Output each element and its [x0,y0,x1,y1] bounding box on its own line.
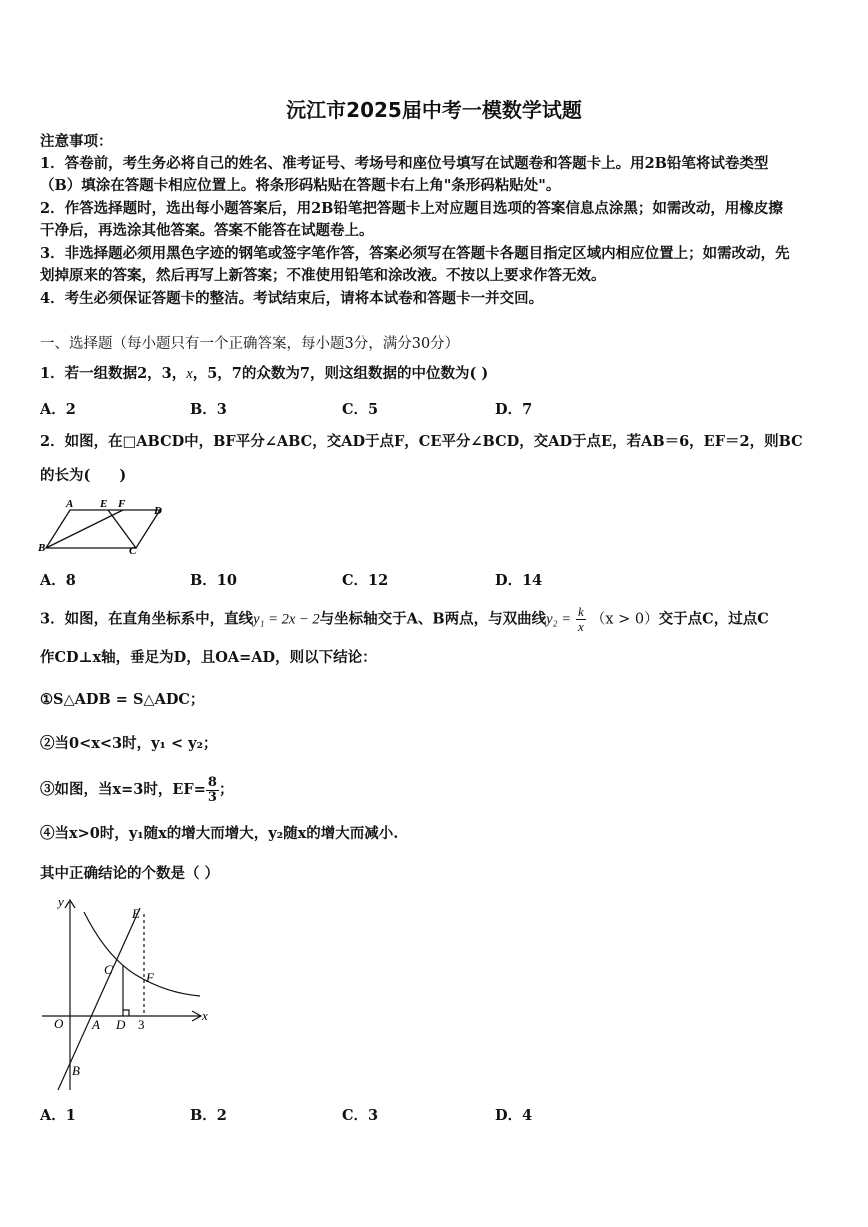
label-a: A [92,1017,100,1032]
page-title: 沅江市2025届中考一模数学试题 [286,98,582,122]
option-c[interactable]: C．12 [342,572,389,589]
notice-heading: 注意事项： [40,133,113,150]
notice-line: 2．作答选择题时，选出每小题答案后，用2B铅笔把答题卡上对应题目选项的答案信息点涂黑；如需改动，用橡皮擦 [40,200,783,217]
label-f: F [146,970,154,985]
option-b[interactable]: B．10 [190,572,237,589]
label-y: y [58,894,64,909]
coordinate-graph-figure [38,892,218,1094]
question-3-ask: 其中正确结论的个数是（ ） [40,865,220,882]
option-a[interactable]: A．8 [40,572,76,589]
question-3: 3．如图，在直角坐标系中，直线y₁ = 2x − 2与坐标轴交于A、B两点，与双曲线y₂ = $\frac{k}{x}$ （x > 0）交于点C，过点C [40,604,769,634]
option-b[interactable]: B．2 [190,1107,227,1124]
option-a[interactable]: A．2 [40,401,76,418]
notice-line: 3．非选择题必须用黑色字迹的钢笔或签字笔作答，答案必须写在答题卡各题目指定区域内相应位置上；如需改动，先 [40,245,790,262]
section-heading: 一、选择题（每小题只有一个正确答案，每小题3分，满分30分） [40,336,460,352]
conclusion-3: ③如图，当x=3时，EF= $\frac{8}{3}$ ； [40,774,234,805]
label-b: B [38,542,46,554]
option-c[interactable]: C．3 [342,1107,379,1124]
notice-line: （B）填涂在答题卡相应位置上。将条形码粘贴在答题卡右上角"条形码粘贴处"。 [40,177,561,194]
label-a: A [66,498,74,510]
option-d[interactable]: D．4 [495,1107,533,1124]
label-b: B [72,1063,80,1078]
label-d: D [116,1017,126,1032]
question-3-cont: 作CD⊥x轴，垂足为D，且OA=AD，则以下结论： [40,649,377,666]
label-f: F [118,498,126,510]
label-e: E [100,498,108,510]
option-b[interactable]: B．3 [190,401,227,418]
label-o: O [54,1016,64,1031]
notice-line: 划掉原来的答案，然后再写上新答案；不准使用铅笔和涂改液。不按以上要求作答无效。 [40,267,606,284]
label-x: x [202,1008,208,1023]
option-d[interactable]: D．7 [495,401,533,418]
conclusion-2: ②当0<x<3时，y₁ < y₂； [40,735,218,752]
label-e: E [132,906,140,921]
notice-line: 1．答卷前，考生务必将自己的姓名、准考证号、考场号和座位号填写在试题卷和答题卡上。用2B铅笔将试卷类型 [40,155,769,172]
option-c[interactable]: C．5 [342,401,379,418]
k-over-x-fraction: $\frac{k}{x}$ [578,604,584,634]
conclusion-1: ①S△ADB = S△ADC； [40,691,205,708]
question-2-cont: 的长为( ) [40,467,127,484]
label-3: 3 [138,1017,145,1032]
notice-line: 干净后，再选涂其他答案。答案不能答在试题卷上。 [40,222,374,239]
option-a[interactable]: A．1 [40,1107,76,1124]
option-d[interactable]: D．14 [495,572,543,589]
label-d: D [154,505,162,517]
parallelogram-figure [36,494,170,560]
label-c: C [104,962,113,977]
question-1: 1．若一组数据2，3，x，5，7的众数为7，则这组数据的中位数为( ) [40,365,489,382]
conclusion-4: ④当x>0时，y₁随x的增大而增大，y₂随x的增大而减小. [40,825,399,842]
question-2: 2．如图，在□ABCD中，BF平分∠ABC，交AD于点F，CE平分∠BCD，交AD于点E，若AB＝6，EF＝2，则BC [40,433,803,450]
label-c: C [129,545,137,557]
eight-thirds-fraction: $\frac{8}{3}$ [207,774,217,805]
notice-line: 4．考生必须保证答题卡的整洁。考试结束后，请将本试卷和答题卡一并交回。 [40,290,544,307]
